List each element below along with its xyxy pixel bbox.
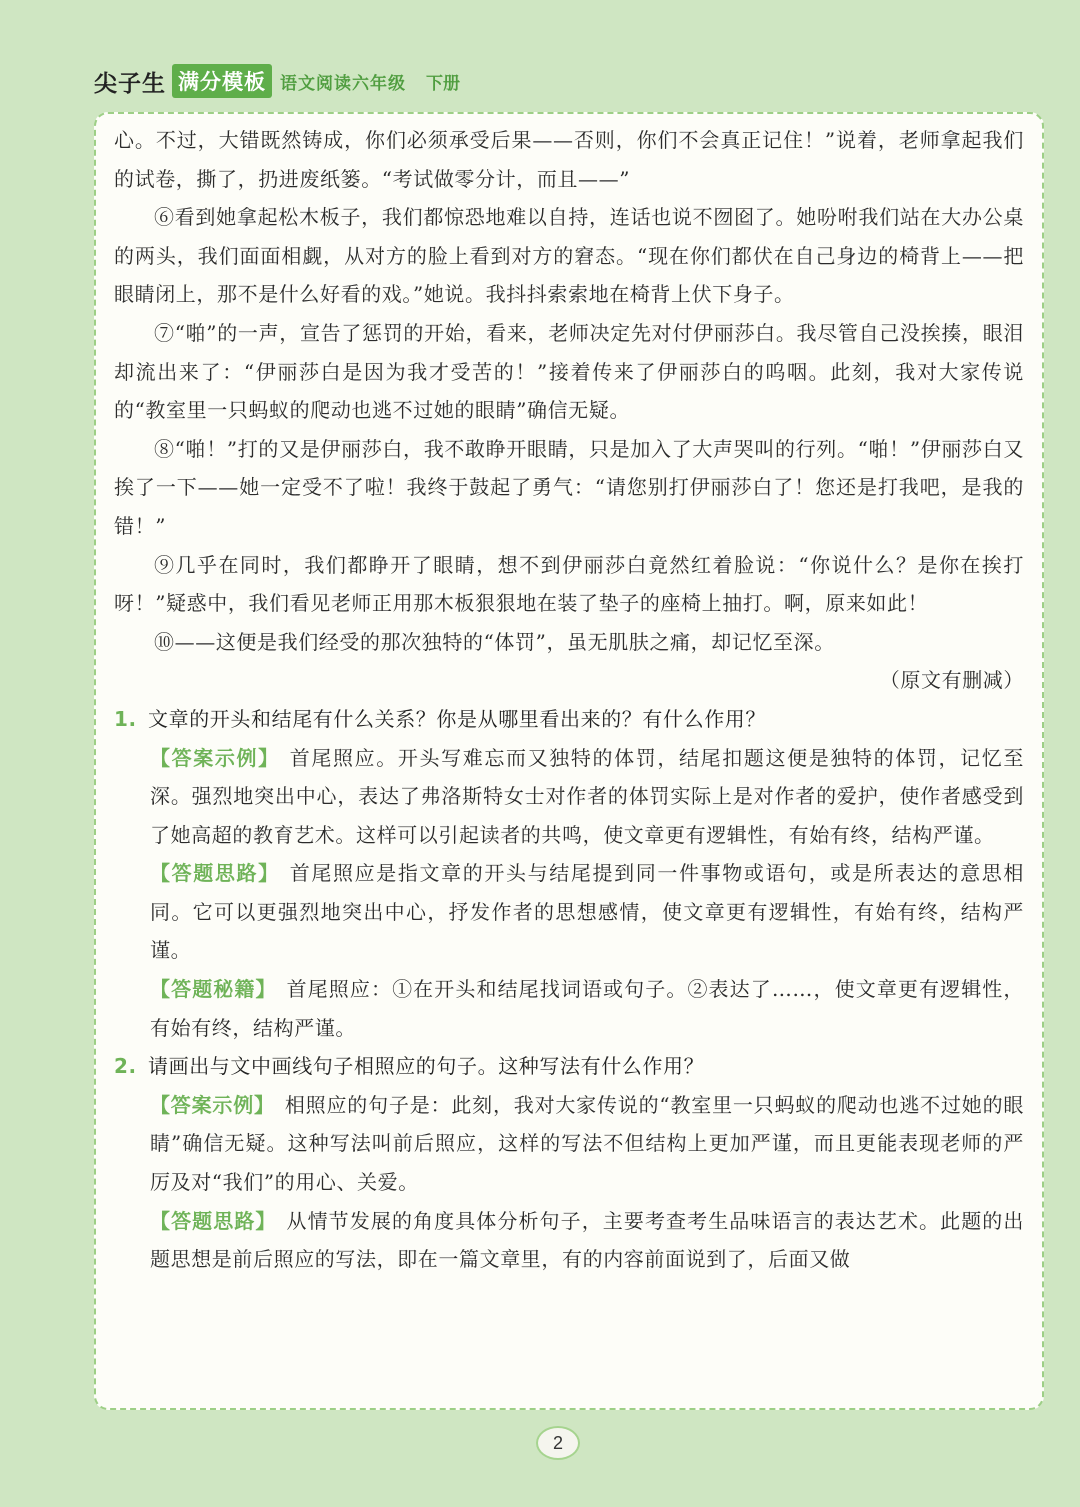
passage-paragraph-8: ⑧“啪！”打的又是伊丽莎白，我不敢睁开眼睛，只是加入了大声哭叫的行列。“啪！”伊丽莎白又挨了一下——她一定受不了啦！我终于鼓起了勇气：“请您别打伊丽莎白了！您还是打我吧，是我的错！” <box>114 436 1024 538</box>
passage-paragraph-9: ⑨几乎在同时，我们都睁开了眼睛，想不到伊丽莎白竟然红着脸说：“你说什么？是你在挨打呀！”疑惑中，我们看见老师正用那木板狠狠地在装了垫子的座椅上抽打。啊，原来如此！ <box>114 552 1024 616</box>
passage-paragraph-10: ⑩——这便是我们经受的那次独特的“体罚”，虽无肌肤之痛，却记忆至深。 <box>154 629 835 654</box>
answer-tag: 【答案示例】 <box>150 1092 275 1117</box>
question-text: 文章的开头和结尾有什么关系？你是从哪里看出来的？有什么作用？ <box>148 706 766 731</box>
answer-text: 首尾照应：①在开头和结尾找词语或句子。②表达了……，使文章更有逻辑性，有始有终，结构严谨。 <box>150 977 1025 1040</box>
question-number: 2. <box>114 1054 137 1079</box>
answer-text: 从情节发展的角度具体分析句子，主要考查考生品味语言的表达艺术。此题的出题思想是前后照应的写法，即在一篇文章里，有的内容前面说到了，后面又做 <box>150 1208 1024 1272</box>
answer-approach <box>114 1202 1024 1279</box>
book-title: 语文阅读六年级 <box>280 73 406 94</box>
answer-tag: 【答题思路】 <box>150 1208 277 1233</box>
source-note: （原文有删减） <box>879 668 1024 693</box>
page-header <box>94 62 460 100</box>
question-text: 请画出与文中画线句子相照应的句子。这种写法有什么作用？ <box>148 1054 705 1079</box>
answer-text: 相照应的句子是：此刻，我对大家传说的“教室里一只蚂蚁的爬动也逃不过她的眼睛”确信无疑。这种写法叫前后照应，这样的写法不但结构上更加严谨，而且更能表现老师的严厉及对“我们”的用心、关爱。 <box>150 1092 1024 1195</box>
passage-paragraph-6: ⑥看到她拿起松木板子，我们都惊恐地难以自持，连话也说不囫囵了。她吩咐我们站在大办公桌的两头，我们面面相觑，从对方的脸上看到对方的窘态。“现在你们都伏在自己身边的椅背上——把眼睛闭上，那不是什么好看的戏。”她说。我抖抖索索地在椅背上伏下身子。 <box>114 205 1024 307</box>
answer-example <box>114 1086 1024 1202</box>
answer-approach <box>114 854 1024 970</box>
passage-paragraph-7: ⑦“啪”的一声，宣告了惩罚的开始，看来，老师决定先对付伊丽莎白。我尽管自己没挨揍，眼泪却流出来了：“伊丽莎白是因为我才受苦的！”接着传来了伊丽莎白的呜咽。此刻，我对大家传说的“教室里一只蚂蚁的爬动也逃不过她的眼睛”确信无疑。 <box>114 320 1024 423</box>
answer-tag: 【答案示例】 <box>150 745 280 770</box>
brand-name: 尖子生 <box>94 70 166 97</box>
answer-tag: 【答题秘籍】 <box>150 977 277 1002</box>
question-number: 1. <box>114 706 137 731</box>
book-volume: 下册 <box>426 73 460 94</box>
answer-tips <box>114 970 1024 1047</box>
answer-tag: 【答题思路】 <box>150 861 280 886</box>
answer-text: 首尾照应。开头写难忘而又独特的体罚，结尾扣题这便是独特的体罚，记忆至深。强烈地突出中心，表达了弗洛斯特女士对作者的体罚实际上是对作者的爱护，使作者感受到了她高超的教育艺术。这样可以引起读者的共鸣，使文章更有逻辑性，有始有终，结构严谨。 <box>150 745 1024 847</box>
page-content <box>114 121 1024 1279</box>
page-number: 2 <box>536 1426 580 1460</box>
question-1 <box>114 700 1024 739</box>
question-2 <box>114 1047 1024 1086</box>
answer-text: 首尾照应是指文章的开头与结尾提到同一件事物或语句，或是所表达的意思相同。它可以更强烈地突出中心，抒发作者的思想感情，使文章更有逻辑性，有始有终，结构严谨。 <box>150 861 1024 963</box>
answer-example <box>114 739 1024 855</box>
series-badge: 满分模板 <box>172 64 272 98</box>
passage-paragraph-continued: 心。不过，大错既然铸成，你们必须承受后果——否则，你们不会真正记住！”说着，老师拿起我们的试卷，撕了，扔进废纸篓。“考试做零分计，而且——” <box>114 128 1024 191</box>
